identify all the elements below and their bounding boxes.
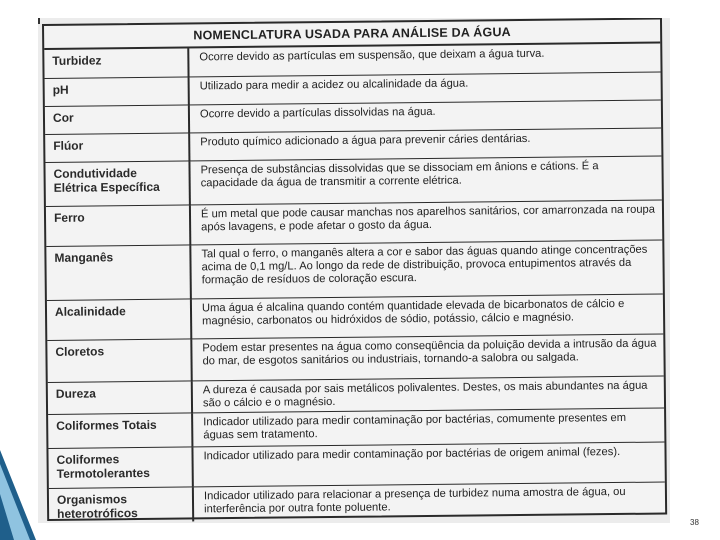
row-term: Alcalinidade xyxy=(47,299,192,340)
row-term: Condutividade Elétrica Específica xyxy=(45,161,190,206)
row-description: Indicador utilizado para medir contaminação por bactérias de origem animal (fezes). xyxy=(203,445,621,463)
table-title: NOMENCLATURA USADA PARA ANÁLISE DA ÁGUA xyxy=(44,20,660,50)
slide-accent-decoration xyxy=(0,450,44,540)
table-row xyxy=(46,201,662,247)
row-term: Cloretos xyxy=(47,339,192,382)
row-term: Organismos heterotróficos xyxy=(49,487,194,523)
nomenclature-table xyxy=(42,18,667,521)
row-term: Turbidez xyxy=(44,48,189,78)
row-description: Presença de substâncias dissolvidas que se dissociam em ânions e cátions. É a capacidade da água de transmitir a corrente elétrica. xyxy=(200,160,599,190)
row-description: Indicador utilizado para medir contaminação por bactérias, comumente presentes em águas sem tratamento. xyxy=(203,411,627,442)
row-description: Ocorre devido as partículas em suspensão, que deixam a água turva. xyxy=(199,47,545,64)
row-description: Produto químico adicionado a água para prevenir cáries dentárias. xyxy=(200,132,531,149)
row-description: Tal qual o ferro, o manganês altera a cor e sabor das águas quando atinge concentrações acima de 0,1 mg/L. Ao longo da rede de distribuição, provoca entupimentos através da formação de resíduos de coloração escura. xyxy=(201,243,648,287)
row-description: É um metal que pode causar manchas nos aparelhos sanitários, cor amarronzada na roupa após lavagens, e pode afetar o gosto da água. xyxy=(200,203,656,234)
row-description: Utilizado para medir a acidez ou alcalinidade da água. xyxy=(199,77,469,93)
row-description: Podem estar presentes na água como conseqüência da poluição devida a intrusão da água do mar, de esgotos sanitários ou industriais, tornando-a salobra ou salgada. xyxy=(202,337,657,368)
row-term: Coliformes Totais xyxy=(48,413,193,448)
row-description: A dureza é causada por sais metálicos polivalentes. Destes, os mais abundantes na água são o cálcio e o magnésio. xyxy=(202,379,648,410)
table-row xyxy=(49,483,665,523)
row-term: Ferro xyxy=(46,205,191,246)
row-term: Coliformes Termotolerantes xyxy=(48,447,193,488)
row-term: Dureza xyxy=(48,381,193,414)
row-term: Manganês xyxy=(46,245,192,300)
row-description: Uma água é alcalina quando contém quantidade elevada de bicarbonatos de cálcio e magnésio, carbonatos ou hidróxidos de sódio, potássio, cálcio e magnésio. xyxy=(201,297,625,328)
table-row xyxy=(47,295,663,341)
row-term: pH xyxy=(45,77,190,106)
table-row xyxy=(45,157,661,207)
row-term: Flúor xyxy=(45,133,190,162)
table-row xyxy=(46,241,663,301)
page-number: 38 xyxy=(690,518,699,527)
row-term: Cor xyxy=(45,105,190,134)
table-row xyxy=(47,335,663,383)
scan-mark xyxy=(38,18,40,24)
row-description: Indicador utilizado para relacionar a presença de turbidez numa amostra de água, ou interferência por outra fonte poluente. xyxy=(203,485,626,516)
scanned-table-image xyxy=(38,18,670,523)
row-description: Ocorre devido a partículas dissolvidas na água. xyxy=(199,105,436,121)
table-row xyxy=(48,443,664,489)
